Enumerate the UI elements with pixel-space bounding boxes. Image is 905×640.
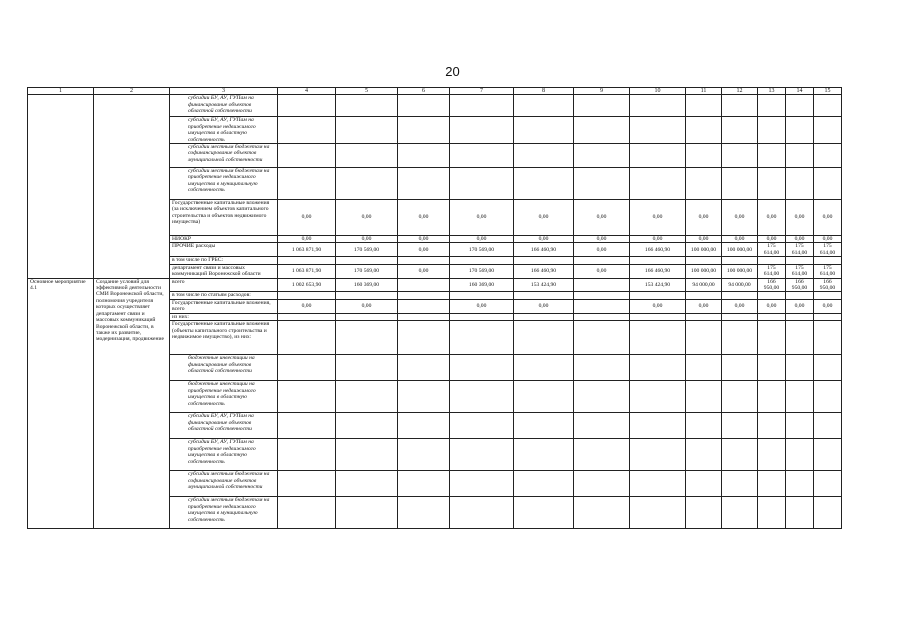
cell-value bbox=[336, 117, 398, 144]
cell-value bbox=[686, 257, 722, 264]
row-label: в том числе по ГРБС: bbox=[170, 257, 278, 264]
cell-value bbox=[398, 313, 450, 320]
cell-value bbox=[630, 355, 686, 381]
cell-value bbox=[450, 313, 514, 320]
cell-value: 0,00 bbox=[630, 299, 686, 313]
cell-value bbox=[786, 471, 814, 497]
cell-value bbox=[786, 321, 814, 355]
cell-value bbox=[686, 497, 722, 529]
cell-value bbox=[758, 439, 786, 471]
cell-value bbox=[722, 313, 758, 320]
cell-value bbox=[398, 168, 450, 200]
cell-value: 170 569,00 bbox=[336, 264, 398, 278]
cell-value: 0,00 bbox=[336, 200, 398, 236]
cell-value bbox=[758, 313, 786, 320]
cell-value bbox=[722, 257, 758, 264]
cell-value: 170 569,00 bbox=[450, 243, 514, 257]
cell-value bbox=[630, 313, 686, 320]
cell-value bbox=[336, 471, 398, 497]
cell-value bbox=[686, 168, 722, 200]
cell-value bbox=[630, 117, 686, 144]
column-header: 13 bbox=[758, 88, 786, 95]
cell-value bbox=[786, 313, 814, 320]
column-header: 7 bbox=[450, 88, 514, 95]
cell-value bbox=[758, 117, 786, 144]
cell-value bbox=[686, 117, 722, 144]
cell-value: 0,00 bbox=[398, 236, 450, 243]
row-label: субсидии местным бюджетам на приобретение недвижимого имущества в муниципальную собственность bbox=[170, 497, 278, 529]
cell-value bbox=[786, 497, 814, 529]
cell-value bbox=[686, 439, 722, 471]
cell-value: 0,00 bbox=[686, 299, 722, 313]
row-label: субсидии местным бюджетам на софинансирование объектов муниципальной собственности bbox=[170, 144, 278, 168]
cell-value bbox=[758, 355, 786, 381]
cell-value bbox=[630, 292, 686, 299]
cell-value: 100 000,00 bbox=[722, 264, 758, 278]
cell-value bbox=[450, 144, 514, 168]
cell-value bbox=[514, 95, 574, 117]
cell-value: 0,00 bbox=[398, 200, 450, 236]
cell-value: 0,00 bbox=[450, 299, 514, 313]
row-label: ПРОЧИЕ расходы bbox=[170, 243, 278, 257]
cell-value bbox=[722, 144, 758, 168]
cell-value bbox=[722, 117, 758, 144]
cell-value bbox=[686, 292, 722, 299]
cell-value bbox=[574, 292, 630, 299]
cell-value bbox=[722, 95, 758, 117]
cell-value: 166 950,00 bbox=[814, 278, 842, 292]
cell-value: 160 369,00 bbox=[336, 278, 398, 292]
cell-value bbox=[574, 413, 630, 439]
cell-value: 0,00 bbox=[398, 243, 450, 257]
column-header: 2 bbox=[94, 88, 170, 95]
cell-value bbox=[758, 168, 786, 200]
cell-value: 0,00 bbox=[786, 200, 814, 236]
cell-value bbox=[722, 497, 758, 529]
cell-value bbox=[336, 292, 398, 299]
cell-value: 0,00 bbox=[758, 200, 786, 236]
cell-value: 0,00 bbox=[278, 299, 336, 313]
column-header: 10 bbox=[630, 88, 686, 95]
cell-value bbox=[758, 471, 786, 497]
cell-value bbox=[786, 381, 814, 413]
cell-value bbox=[630, 381, 686, 413]
cell-value bbox=[786, 168, 814, 200]
cell-value: 175 614,00 bbox=[758, 243, 786, 257]
column-header: 1 bbox=[28, 88, 94, 95]
cell-value bbox=[786, 413, 814, 439]
table-row bbox=[28, 95, 842, 117]
cell-value: 0,00 bbox=[514, 200, 574, 236]
page-number: 20 bbox=[445, 64, 460, 79]
cell-value bbox=[398, 439, 450, 471]
cell-value bbox=[398, 144, 450, 168]
cell-value bbox=[278, 497, 336, 529]
cell-value bbox=[278, 381, 336, 413]
cell-value bbox=[686, 381, 722, 413]
cell-value bbox=[336, 355, 398, 381]
cell-value bbox=[814, 413, 842, 439]
cell-value bbox=[722, 321, 758, 355]
cell-value bbox=[722, 292, 758, 299]
column-header: 12 bbox=[722, 88, 758, 95]
row-label: субсидии БУ, АУ, ГУПам на приобретение недвижимого имущества в областную собственность bbox=[170, 439, 278, 471]
cell-value: 166 460,90 bbox=[514, 264, 574, 278]
cell-value bbox=[278, 257, 336, 264]
cell-value bbox=[630, 144, 686, 168]
cell-value bbox=[278, 168, 336, 200]
cell-value bbox=[686, 413, 722, 439]
cell-value bbox=[630, 95, 686, 117]
cell-value: 153 424,90 bbox=[514, 278, 574, 292]
cell-value: 100 000,00 bbox=[722, 243, 758, 257]
cell-value bbox=[758, 413, 786, 439]
cell-value: 0,00 bbox=[630, 236, 686, 243]
row-label: из них: bbox=[170, 313, 278, 320]
cell-value bbox=[814, 313, 842, 320]
cell-value: 175 614,00 bbox=[758, 264, 786, 278]
cell-value bbox=[398, 381, 450, 413]
cell-value bbox=[630, 257, 686, 264]
column-header: 4 bbox=[278, 88, 336, 95]
cell-value bbox=[398, 117, 450, 144]
cell-value: 0,00 bbox=[278, 236, 336, 243]
cell-value: 0,00 bbox=[686, 236, 722, 243]
cell-value bbox=[450, 292, 514, 299]
column-header: 14 bbox=[786, 88, 814, 95]
cell-value bbox=[814, 355, 842, 381]
cell-value bbox=[278, 471, 336, 497]
cell-value: 0,00 bbox=[814, 236, 842, 243]
cell-value: 0,00 bbox=[630, 200, 686, 236]
cell-value bbox=[686, 321, 722, 355]
cell-value bbox=[758, 95, 786, 117]
cell-value: 0,00 bbox=[398, 264, 450, 278]
cell-value: 160 369,00 bbox=[450, 278, 514, 292]
cell-value: 166 950,00 bbox=[786, 278, 814, 292]
cell-value: 0,00 bbox=[758, 236, 786, 243]
cell-value bbox=[686, 313, 722, 320]
cell-value bbox=[758, 497, 786, 529]
row-label: субсидии БУ, АУ, ГУПам на финансирование объектов областной собственности bbox=[170, 413, 278, 439]
cell-value bbox=[278, 439, 336, 471]
cell-value bbox=[814, 497, 842, 529]
cell-value bbox=[814, 95, 842, 117]
cell-value bbox=[450, 95, 514, 117]
cell-value bbox=[630, 439, 686, 471]
row-label: субсидии местным бюджетам на приобретение недвижимого имущества в муниципальную собственность bbox=[170, 168, 278, 200]
cell-value bbox=[514, 313, 574, 320]
cell-value: 166 460,90 bbox=[630, 264, 686, 278]
cell-value: 94 000,00 bbox=[722, 278, 758, 292]
cell-value bbox=[758, 257, 786, 264]
cell-value: 0,00 bbox=[814, 299, 842, 313]
cell-value bbox=[814, 144, 842, 168]
cell-value bbox=[786, 257, 814, 264]
cell-value bbox=[398, 413, 450, 439]
row-label: Государственные капитальные вложения (объекты капитального строительства и недвижимое имущество), из них: bbox=[170, 321, 278, 355]
cell-value bbox=[514, 257, 574, 264]
cell-value: 0,00 bbox=[336, 236, 398, 243]
cell-value: 175 614,00 bbox=[786, 264, 814, 278]
cell-value: 0,00 bbox=[336, 299, 398, 313]
cell-value bbox=[814, 168, 842, 200]
cell-value bbox=[630, 168, 686, 200]
cell-value bbox=[450, 321, 514, 355]
cell-value: 0,00 bbox=[686, 200, 722, 236]
cell-value bbox=[814, 439, 842, 471]
cell-value bbox=[514, 355, 574, 381]
cell-value bbox=[722, 439, 758, 471]
cell-value bbox=[450, 439, 514, 471]
cell-value: 0,00 bbox=[278, 200, 336, 236]
column-header: 6 bbox=[398, 88, 450, 95]
cell-value bbox=[278, 413, 336, 439]
cell-value: 0,00 bbox=[514, 299, 574, 313]
cell-value bbox=[574, 471, 630, 497]
cell-value: 175 614,00 bbox=[814, 264, 842, 278]
empty-cell bbox=[94, 95, 170, 278]
column-header: 11 bbox=[686, 88, 722, 95]
cell-value bbox=[574, 321, 630, 355]
cell-value: 175 614,00 bbox=[786, 243, 814, 257]
cell-value bbox=[336, 413, 398, 439]
cell-value bbox=[758, 292, 786, 299]
cell-value bbox=[450, 497, 514, 529]
cell-value bbox=[450, 355, 514, 381]
cell-value: 1 063 871,90 bbox=[278, 264, 336, 278]
cell-value bbox=[758, 144, 786, 168]
cell-value: 153 424,90 bbox=[630, 278, 686, 292]
row-label: субсидии БУ, АУ, ГУПам на приобретение недвижимого имущества в областную собственность bbox=[170, 117, 278, 144]
cell-value bbox=[814, 292, 842, 299]
cell-value bbox=[574, 355, 630, 381]
cell-value: 0,00 bbox=[722, 299, 758, 313]
cell-value: 175 614,00 bbox=[814, 243, 842, 257]
cell-value bbox=[336, 497, 398, 529]
budget-table bbox=[27, 87, 842, 529]
cell-value bbox=[630, 413, 686, 439]
cell-value bbox=[278, 95, 336, 117]
cell-value bbox=[398, 497, 450, 529]
cell-value bbox=[686, 95, 722, 117]
cell-value bbox=[398, 292, 450, 299]
cell-value: 0,00 bbox=[574, 236, 630, 243]
cell-value: 0,00 bbox=[514, 236, 574, 243]
empty-cell bbox=[28, 95, 94, 278]
cell-value bbox=[574, 257, 630, 264]
cell-value bbox=[574, 313, 630, 320]
cell-value bbox=[278, 321, 336, 355]
cell-value bbox=[336, 144, 398, 168]
cell-value bbox=[450, 471, 514, 497]
cell-value bbox=[514, 321, 574, 355]
column-header: 5 bbox=[336, 88, 398, 95]
row-label: всего bbox=[170, 278, 278, 292]
cell-value bbox=[722, 381, 758, 413]
cell-value bbox=[514, 497, 574, 529]
cell-value bbox=[722, 413, 758, 439]
cell-value: 166 460,90 bbox=[514, 243, 574, 257]
row-label: Государственные капитальные вложения, всего bbox=[170, 299, 278, 313]
cell-value bbox=[630, 497, 686, 529]
row-label: НИОКР bbox=[170, 236, 278, 243]
cell-value bbox=[278, 313, 336, 320]
cell-value bbox=[574, 168, 630, 200]
cell-value bbox=[814, 257, 842, 264]
cell-value bbox=[814, 117, 842, 144]
cell-value bbox=[814, 471, 842, 497]
cell-value bbox=[450, 168, 514, 200]
cell-value bbox=[450, 381, 514, 413]
cell-value: 0,00 bbox=[722, 200, 758, 236]
row-label: бюджетные инвестиции на приобретение недвижимого имущества в областную собственность bbox=[170, 381, 278, 413]
row-label: субсидии местным бюджетам на софинансирование объектов муниципальной собственности bbox=[170, 471, 278, 497]
cell-value bbox=[450, 413, 514, 439]
cell-value: 100 000,00 bbox=[686, 264, 722, 278]
row-label: Государственные капитальные вложения (за исключением объектов капитального строительства и объектов недвижимого имущества) bbox=[170, 200, 278, 236]
cell-value bbox=[398, 95, 450, 117]
cell-value bbox=[574, 117, 630, 144]
cell-value bbox=[278, 355, 336, 381]
cell-value bbox=[336, 257, 398, 264]
column-header: 8 bbox=[514, 88, 574, 95]
cell-value bbox=[450, 257, 514, 264]
cell-value bbox=[398, 355, 450, 381]
cell-value bbox=[514, 471, 574, 497]
cell-value bbox=[398, 471, 450, 497]
cell-value bbox=[574, 278, 630, 292]
cell-value: 0,00 bbox=[722, 236, 758, 243]
cell-value: 1 002 653,90 bbox=[278, 278, 336, 292]
cell-value: 0,00 bbox=[450, 200, 514, 236]
cell-value bbox=[786, 95, 814, 117]
cell-value bbox=[814, 321, 842, 355]
cell-value: 0,00 bbox=[758, 299, 786, 313]
column-header: 3 bbox=[170, 88, 278, 95]
cell-value: 94 000,00 bbox=[686, 278, 722, 292]
column-header: 15 bbox=[814, 88, 842, 95]
cell-value bbox=[398, 321, 450, 355]
cell-value bbox=[758, 381, 786, 413]
cell-value bbox=[786, 144, 814, 168]
row-label: в том числе по статьям расходов: bbox=[170, 292, 278, 299]
cell-value bbox=[786, 117, 814, 144]
cell-value bbox=[336, 168, 398, 200]
cell-value bbox=[786, 439, 814, 471]
cell-value bbox=[336, 321, 398, 355]
cell-value: 0,00 bbox=[786, 236, 814, 243]
header-row bbox=[28, 88, 842, 95]
cell-value bbox=[758, 321, 786, 355]
cell-value bbox=[514, 144, 574, 168]
cell-value bbox=[514, 439, 574, 471]
cell-value bbox=[574, 439, 630, 471]
cell-value bbox=[722, 471, 758, 497]
cell-value bbox=[630, 471, 686, 497]
column-header: 9 bbox=[574, 88, 630, 95]
cell-value: 0,00 bbox=[786, 299, 814, 313]
cell-value: 0,00 bbox=[450, 236, 514, 243]
cell-value bbox=[278, 117, 336, 144]
cell-value bbox=[786, 292, 814, 299]
cell-value bbox=[336, 439, 398, 471]
cell-value: 0,00 bbox=[814, 200, 842, 236]
cell-value bbox=[686, 144, 722, 168]
cell-value: 100 000,00 bbox=[686, 243, 722, 257]
cell-value: 0,00 bbox=[574, 264, 630, 278]
cell-value bbox=[574, 144, 630, 168]
cell-value bbox=[278, 292, 336, 299]
measure-number: Основное мероприятие 4.1 bbox=[28, 278, 94, 529]
cell-value bbox=[722, 355, 758, 381]
row-label: бюджетные инвестиции на финансирование объектов областной собственности bbox=[170, 355, 278, 381]
cell-value bbox=[686, 355, 722, 381]
cell-value bbox=[574, 497, 630, 529]
cell-value bbox=[514, 168, 574, 200]
cell-value bbox=[336, 313, 398, 320]
cell-value bbox=[450, 117, 514, 144]
cell-value bbox=[278, 144, 336, 168]
cell-value bbox=[514, 292, 574, 299]
row-label: департамент связи и массовых коммуникаций Воронежской области bbox=[170, 264, 278, 278]
cell-value bbox=[574, 381, 630, 413]
cell-value bbox=[722, 168, 758, 200]
cell-value: 166 950,00 bbox=[758, 278, 786, 292]
cell-value bbox=[398, 299, 450, 313]
cell-value bbox=[574, 95, 630, 117]
row-label: субсидии БУ, АУ, ГУПам на финансирование объектов областной собственности bbox=[170, 95, 278, 117]
cell-value bbox=[630, 321, 686, 355]
cell-value: 166 460,90 bbox=[630, 243, 686, 257]
cell-value: 1 063 871,90 bbox=[278, 243, 336, 257]
measure-name: Создание условий для эффективной деятельности СМИ Воронежской области, полномочия учредителя которых осуществляет департамент связи и массовых коммуникаций Воронежской области, в также их развитие, модернизация, продвижение bbox=[94, 278, 170, 529]
cell-value bbox=[514, 381, 574, 413]
cell-value bbox=[336, 381, 398, 413]
cell-value bbox=[398, 257, 450, 264]
cell-value bbox=[574, 299, 630, 313]
cell-value bbox=[814, 381, 842, 413]
cell-value bbox=[514, 413, 574, 439]
cell-value: 170 569,00 bbox=[450, 264, 514, 278]
cell-value: 0,00 bbox=[574, 243, 630, 257]
cell-value bbox=[786, 355, 814, 381]
cell-value bbox=[336, 95, 398, 117]
table-row bbox=[28, 278, 842, 292]
cell-value bbox=[686, 471, 722, 497]
cell-value bbox=[514, 117, 574, 144]
cell-value: 0,00 bbox=[574, 200, 630, 236]
cell-value: 170 569,00 bbox=[336, 243, 398, 257]
cell-value bbox=[398, 278, 450, 292]
